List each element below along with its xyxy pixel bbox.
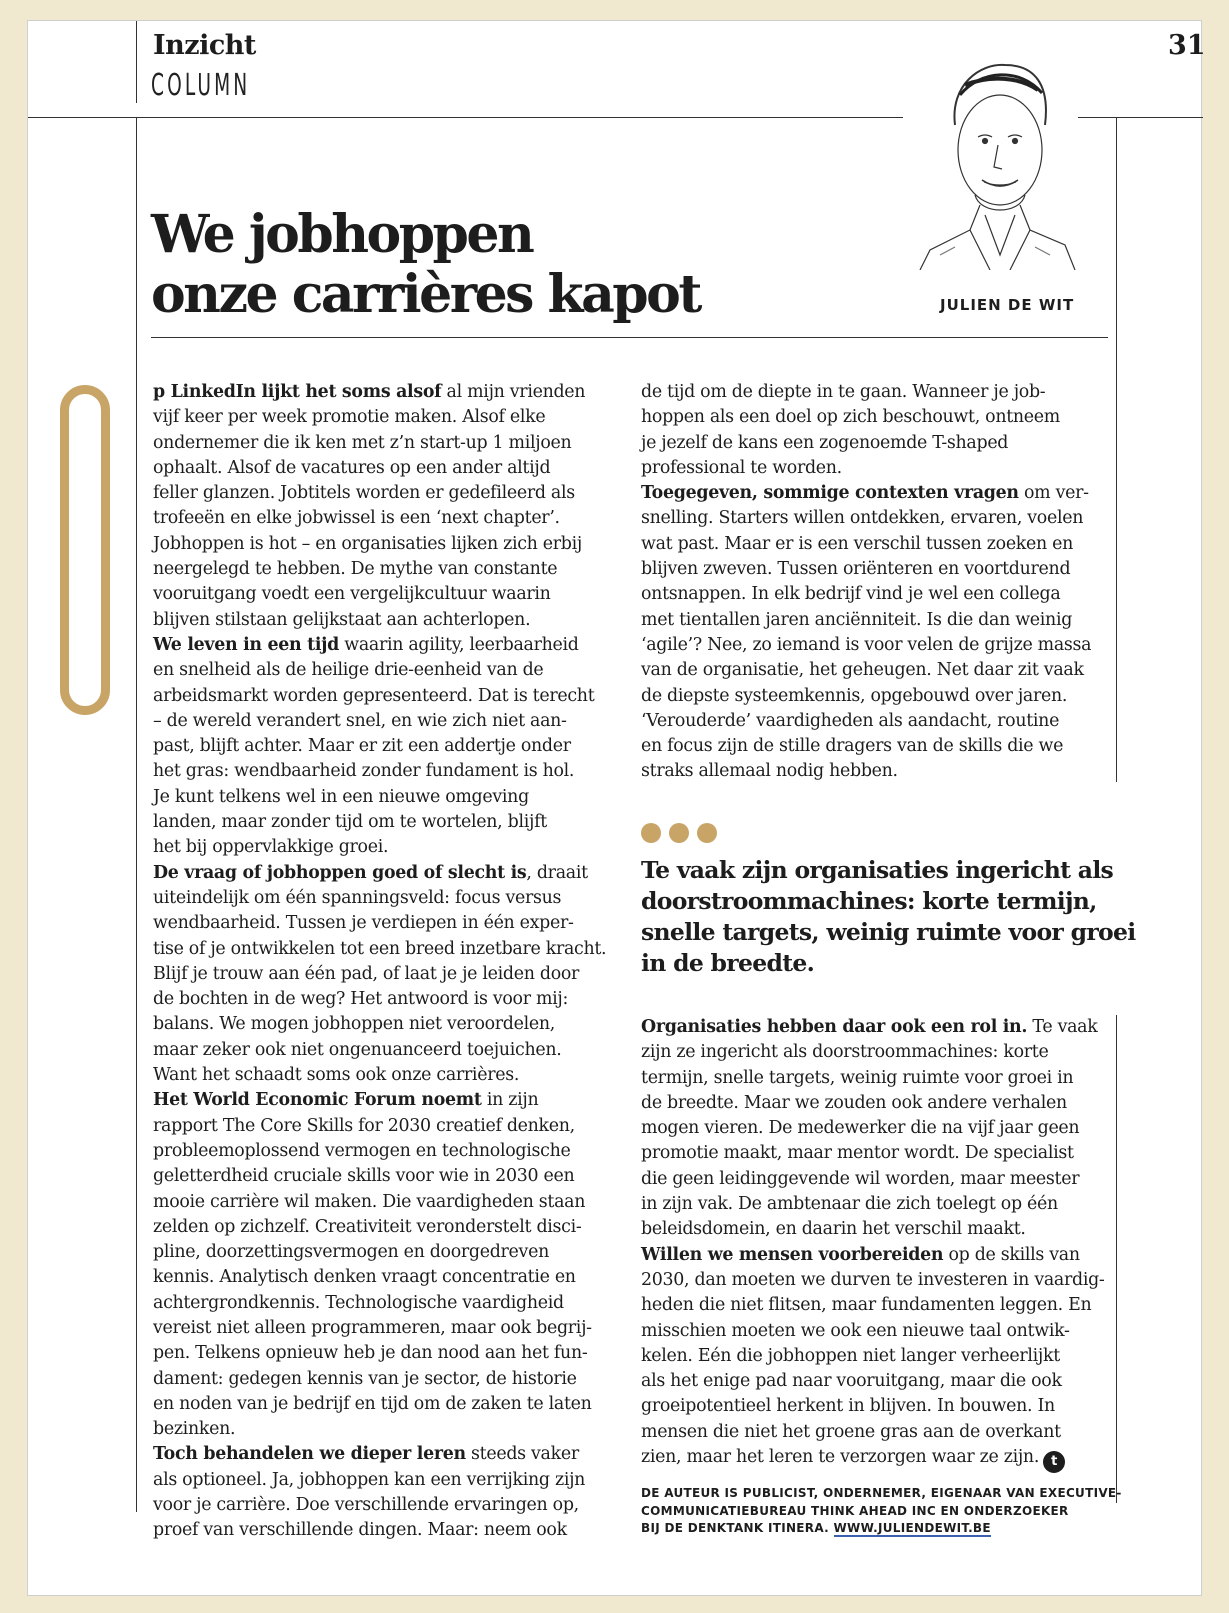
body-line — [153, 709, 606, 734]
body-line — [641, 405, 1091, 430]
body-text: past, blijft achter. Maar er zit een addertje onder — [153, 736, 571, 757]
body-text: geletterdheid cruciale skills voor wie in 2030 een — [153, 1166, 575, 1187]
body-line — [641, 1015, 1105, 1040]
body-line — [153, 582, 606, 607]
pull-quote-line: doorstroommachines: korte termijn, — [641, 887, 1097, 915]
body-text: mensen die niet het groene gras aan de overkant — [641, 1421, 1061, 1442]
body-line — [153, 1164, 606, 1189]
body-line — [641, 582, 1091, 607]
bio-line — [641, 1520, 1122, 1538]
body-line — [153, 1012, 606, 1037]
body-line — [153, 1341, 606, 1366]
body-line — [153, 506, 606, 531]
body-line — [641, 1040, 1105, 1065]
bio-line: DE AUTEUR IS PUBLICIST, ONDERNEMER, EIGENAAR VAN EXECUTIVE- — [641, 1486, 1122, 1500]
body-line — [641, 608, 1091, 633]
body-line — [641, 734, 1091, 759]
body-text: het bij oppervlakkige groei. — [153, 837, 389, 858]
separator-dots — [641, 823, 725, 847]
body-text: snelling. Starters willen ontdekken, ervaren, voelen — [641, 508, 1084, 529]
body-text: trofeeën en elke jobwissel is een ‘next chapter’. — [153, 508, 560, 529]
body-text: mooie carrière wil maken. Die vaardigheden staan — [153, 1191, 586, 1212]
body-line — [153, 962, 606, 987]
body-line — [641, 1319, 1105, 1344]
body-text: in zijn vak. De ambtenaar die zich toelegt op één — [641, 1194, 1058, 1215]
separator-dot — [697, 823, 717, 843]
body-line — [641, 532, 1091, 557]
body-text: zelden op zichzelf. Creativiteit veronderstelt disci- — [153, 1216, 582, 1237]
header-rule-right — [1078, 117, 1203, 118]
body-text: om ver- — [1018, 483, 1089, 504]
body-text: Te vaak — [1027, 1017, 1098, 1037]
end-mark-icon: t — [1043, 1451, 1065, 1473]
body-line — [153, 431, 606, 456]
body-text: arbeidsmarkt worden gepresenteerd. Dat is terecht — [153, 685, 595, 706]
body-line — [641, 1217, 1105, 1242]
body-text: promotie maakt, maar mentor wordt. De specialist — [641, 1143, 1074, 1164]
body-line — [153, 1518, 606, 1543]
right-column-rule — [1116, 117, 1117, 782]
separator-dot — [641, 823, 661, 843]
body-line — [641, 1243, 1105, 1268]
body-text: de tijd om de diepte in te gaan. Wanneer je job- — [641, 382, 1046, 402]
body-text: Want het schaadt soms ook onze carrières. — [153, 1065, 520, 1086]
body-line — [641, 1420, 1105, 1445]
body-text: beleidsdomein, en daarin het verschil maakt. — [641, 1219, 1026, 1240]
body-line — [153, 1493, 606, 1518]
body-line — [153, 1316, 606, 1341]
body-text: waarin agility, leerbaarheid — [339, 634, 579, 655]
bio-line-text: BIJ DE DENKTANK ITINERA. — [641, 1521, 834, 1535]
body-text: Je kunt telkens wel in een nieuwe omgeving — [153, 786, 529, 807]
body-text: voor je carrière. Doe verschillende ervaringen op, — [153, 1495, 579, 1516]
body-text: zijn ze ingericht als doorstroommachines: korte — [641, 1042, 1049, 1063]
body-line — [153, 1139, 606, 1164]
lead-in-bold: Organisaties hebben daar ook een rol in. — [641, 1017, 1028, 1037]
body-line — [153, 1114, 606, 1139]
body-line — [641, 1344, 1105, 1369]
body-text: ophaalt. Alsof de vacatures op een ander altijd — [153, 457, 551, 478]
section-divider — [136, 21, 137, 103]
body-line — [153, 684, 606, 709]
body-line — [641, 1394, 1105, 1419]
body-text: achtergrondkennis. Technologische vaardigheid — [153, 1292, 564, 1313]
body-line — [153, 734, 606, 759]
column-kicker: COLUMN — [151, 68, 251, 103]
body-line — [641, 1445, 1105, 1473]
body-text: landen, maar zonder tijd om te wortelen, blijft — [153, 812, 547, 833]
body-text: tise of je ontwikkelen tot een breed inzetbare kracht. — [153, 938, 607, 959]
lead-in-bold: De vraag of jobhoppen goed of slecht is — [153, 862, 527, 883]
lead-in-bold: Willen we mensen voorbereiden — [641, 1244, 944, 1265]
body-text: ‘agile’? Nee, zo iemand is voor velen de grijze massa — [641, 634, 1092, 655]
body-text: 2030, dan moeten we durven te investeren in vaardig- — [641, 1269, 1105, 1290]
body-line — [641, 709, 1091, 734]
body-line — [641, 658, 1091, 683]
body-text: pen. Telkens opnieuw heb je dan nood aan het fun- — [153, 1343, 588, 1364]
body-text: mogen vieren. De medewerker die na vijf jaar geen — [641, 1118, 1080, 1139]
lead-in-bold: Toegegeven, sommige contexten vragen — [641, 483, 1019, 504]
body-line — [153, 810, 606, 835]
body-text: wendbaarheid. Tussen je verdiepen in één exper- — [153, 913, 574, 934]
dropcap-o — [60, 385, 110, 715]
author-bio — [641, 1485, 1122, 1538]
body-text: van de organisatie, het geheugen. Net daar zit vaak — [641, 660, 1084, 681]
body-text: zien, maar het leren te verzorgen waar ze zijn. — [641, 1447, 1040, 1468]
body-line — [641, 1369, 1105, 1394]
lead-in-bold: We leven in een tijd — [153, 634, 339, 655]
body-text: de diepste systeemkennis, opgebouwd over jaren. — [641, 685, 1068, 706]
pull-quote-line: Te vaak zijn organisaties ingericht als — [641, 856, 1114, 884]
body-text: rapport The Core Skills for 2030 creatief denken, — [153, 1115, 575, 1136]
body-text: termijn, snelle targets, weinig ruimte voor groei in — [641, 1067, 1074, 1088]
author-name: JULIEN DE WIT — [940, 296, 1075, 314]
body-text: blijven zweven. Tussen oriënteren en voortdurend — [641, 559, 1071, 580]
body-line — [153, 1417, 606, 1442]
body-line — [153, 608, 606, 633]
body-line — [641, 1268, 1105, 1293]
body-line — [641, 1116, 1105, 1141]
page-number: 31 — [1168, 30, 1206, 61]
author-website-link[interactable]: WWW.JULIENDEWIT.BE — [833, 1521, 991, 1535]
body-text: uiteindelijk om één spanningsveld: focus versus — [153, 887, 562, 908]
body-line — [641, 431, 1091, 456]
headline-line-2: onze carrières kapot — [151, 264, 700, 325]
body-line — [153, 1367, 606, 1392]
right-column-rule-lower — [1116, 1015, 1117, 1503]
body-text: straks allemaal nodig hebben. — [641, 761, 898, 782]
body-text: maar zeker ook niet ongenuanceerd toejuichen. — [153, 1039, 562, 1060]
body-line — [153, 1063, 606, 1088]
body-text: al mijn vrienden — [441, 382, 586, 402]
body-text: het gras: wendbaarheid zonder fundament is hol. — [153, 761, 575, 782]
body-line — [153, 380, 606, 405]
body-text: kelen. Eén die jobhoppen niet langer verheerlijkt — [641, 1345, 1060, 1366]
body-text: blijven stilstaan gelijkstaat aan achterlopen. — [153, 609, 531, 630]
pull-quote-line: in de breedte. — [641, 949, 815, 977]
lead-in-bold: Toch behandelen we dieper leren — [153, 1444, 466, 1465]
body-line — [153, 1240, 606, 1265]
body-text: misschien moeten we ook een nieuwe taal ontwik- — [641, 1320, 1070, 1341]
body-text: balans. We mogen jobhoppen niet veroordelen, — [153, 1014, 556, 1035]
body-text: kennis. Analytisch denken vraagt concentratie en — [153, 1267, 576, 1288]
body-line — [153, 1442, 606, 1467]
body-line — [153, 456, 606, 481]
body-text: als optioneel. Ja, jobhoppen kan een verrijking zijn — [153, 1469, 586, 1490]
body-text: en snelheid als de heilige drie-eenheid van de — [153, 660, 544, 681]
body-line — [153, 937, 606, 962]
body-line — [153, 911, 606, 936]
body-text: als het enige pad naar vooruitgang, maar die ook — [641, 1371, 1062, 1392]
body-line — [153, 1392, 606, 1417]
body-text: je jezelf de kans een zogenoemde T-shaped — [641, 432, 1009, 453]
body-text: ontsnappen. In elk bedrijf vind je wel een collega — [641, 584, 1061, 605]
body-text: feller glanzen. Jobtitels worden er gedefileerd als — [153, 483, 575, 504]
body-line — [641, 684, 1091, 709]
article-headline — [151, 205, 700, 325]
section-label: Inzicht — [153, 30, 256, 61]
separator-dot — [669, 823, 689, 843]
body-text: professional te worden. — [641, 457, 842, 478]
body-line — [641, 380, 1091, 405]
body-line — [153, 1190, 606, 1215]
body-text: , draait — [526, 862, 588, 883]
body-text: de bochten in de weg? Het antwoord is voor mij: — [153, 989, 569, 1010]
body-line — [153, 481, 606, 506]
body-line — [153, 886, 606, 911]
body-text: heden die niet flitsen, maar fundamenten leggen. En — [641, 1295, 1092, 1316]
body-text: in zijn — [481, 1090, 539, 1111]
body-text: vooruitgang voedt een vergelijkcultuur waarin — [153, 584, 551, 605]
body-text: ondernemer die ik ken met z’n start-up 1 miljoen — [153, 432, 572, 453]
body-text: proef van verschillende dingen. Maar: neem ook — [153, 1520, 567, 1541]
body-text: die geen leidinggevende wil worden, maar meester — [641, 1168, 1080, 1189]
lead-in-bold: p LinkedIn lijkt het soms alsof — [153, 382, 442, 402]
body-line — [641, 759, 1091, 784]
body-line — [153, 1088, 606, 1113]
body-line — [153, 633, 606, 658]
body-line — [153, 658, 606, 683]
body-text: en focus zijn de stille dragers van de skills die we — [641, 736, 1064, 757]
body-line — [153, 759, 606, 784]
headline-rule — [151, 337, 1108, 338]
body-line — [641, 557, 1091, 582]
pull-quote-line: snelle targets, weinig ruimte voor groei — [641, 918, 1136, 946]
body-line — [153, 987, 606, 1012]
body-line — [153, 861, 606, 886]
body-text: probleemoplossend vermogen en technologische — [153, 1140, 571, 1161]
pull-quote — [641, 855, 1135, 979]
body-text: steeds vaker — [465, 1444, 579, 1465]
body-text: en noden van je bedrijf en tijd om de zaken te laten — [153, 1393, 592, 1414]
body-text: wat past. Maar er is een verschil tussen zoeken en — [641, 533, 1074, 554]
body-line — [641, 1141, 1105, 1166]
body-text: met tientallen jaren anciënniteit. Is die dan weinig — [641, 609, 1073, 630]
body-text: pline, doorzettingsvermogen en doorgedreven — [153, 1242, 549, 1263]
bio-line: COMMUNICATIEBUREAU THINK AHEAD INC EN ONDERZOEKER — [641, 1503, 1069, 1518]
body-text: vijf keer per week promotie maken. Alsof elke — [153, 407, 546, 428]
author-portrait — [910, 55, 1080, 270]
body-line — [153, 835, 606, 860]
body-line — [153, 785, 606, 810]
body-text: groeipotentieel herkent in blijven. In bouwen. In — [641, 1396, 1055, 1417]
body-line — [153, 532, 606, 557]
lead-in-bold: Het World Economic Forum noemt — [153, 1090, 482, 1111]
body-line — [153, 1468, 606, 1493]
body-text: bezinken. — [153, 1419, 236, 1440]
body-text: hoppen als een doel op zich beschouwt, ontneem — [641, 407, 1060, 428]
body-text: vereist niet alleen programmeren, maar ook begrij- — [153, 1317, 592, 1338]
body-text: neergelegd te hebben. De mythe van constante — [153, 559, 558, 580]
body-line — [641, 456, 1091, 481]
body-text: Blijf je trouw aan één pad, of laat je je leiden door — [153, 963, 580, 984]
body-text: Jobhoppen is hot – en organisaties lijken zich erbij — [153, 533, 582, 554]
body-line — [153, 1038, 606, 1063]
body-line — [641, 506, 1091, 531]
body-column-2 — [641, 380, 1091, 785]
body-text: ‘Verouderde’ vaardigheden als aandacht, routine — [641, 710, 1060, 731]
body-line — [641, 1293, 1105, 1318]
body-line — [641, 633, 1091, 658]
body-line — [153, 1291, 606, 1316]
body-column-3 — [641, 1015, 1105, 1473]
body-line — [641, 1192, 1105, 1217]
body-text: op de skills van — [943, 1244, 1080, 1265]
body-text: de breedte. Maar we zouden ook andere verhalen — [641, 1092, 1067, 1113]
body-line — [641, 1091, 1105, 1116]
body-line — [641, 481, 1091, 506]
body-line — [641, 1066, 1105, 1091]
body-line — [153, 1265, 606, 1290]
body-column-1 — [153, 380, 606, 1544]
headline-line-1: We jobhoppen — [151, 204, 533, 265]
body-text: – de wereld verandert snel, en wie zich niet aan- — [153, 710, 567, 731]
body-line — [641, 1167, 1105, 1192]
body-line — [153, 557, 606, 582]
left-column-rule — [136, 117, 137, 1512]
body-line — [153, 1215, 606, 1240]
header-rule — [28, 117, 903, 118]
body-text: dament: gedegen kennis van je sector, de historie — [153, 1368, 577, 1389]
body-line — [153, 405, 606, 430]
